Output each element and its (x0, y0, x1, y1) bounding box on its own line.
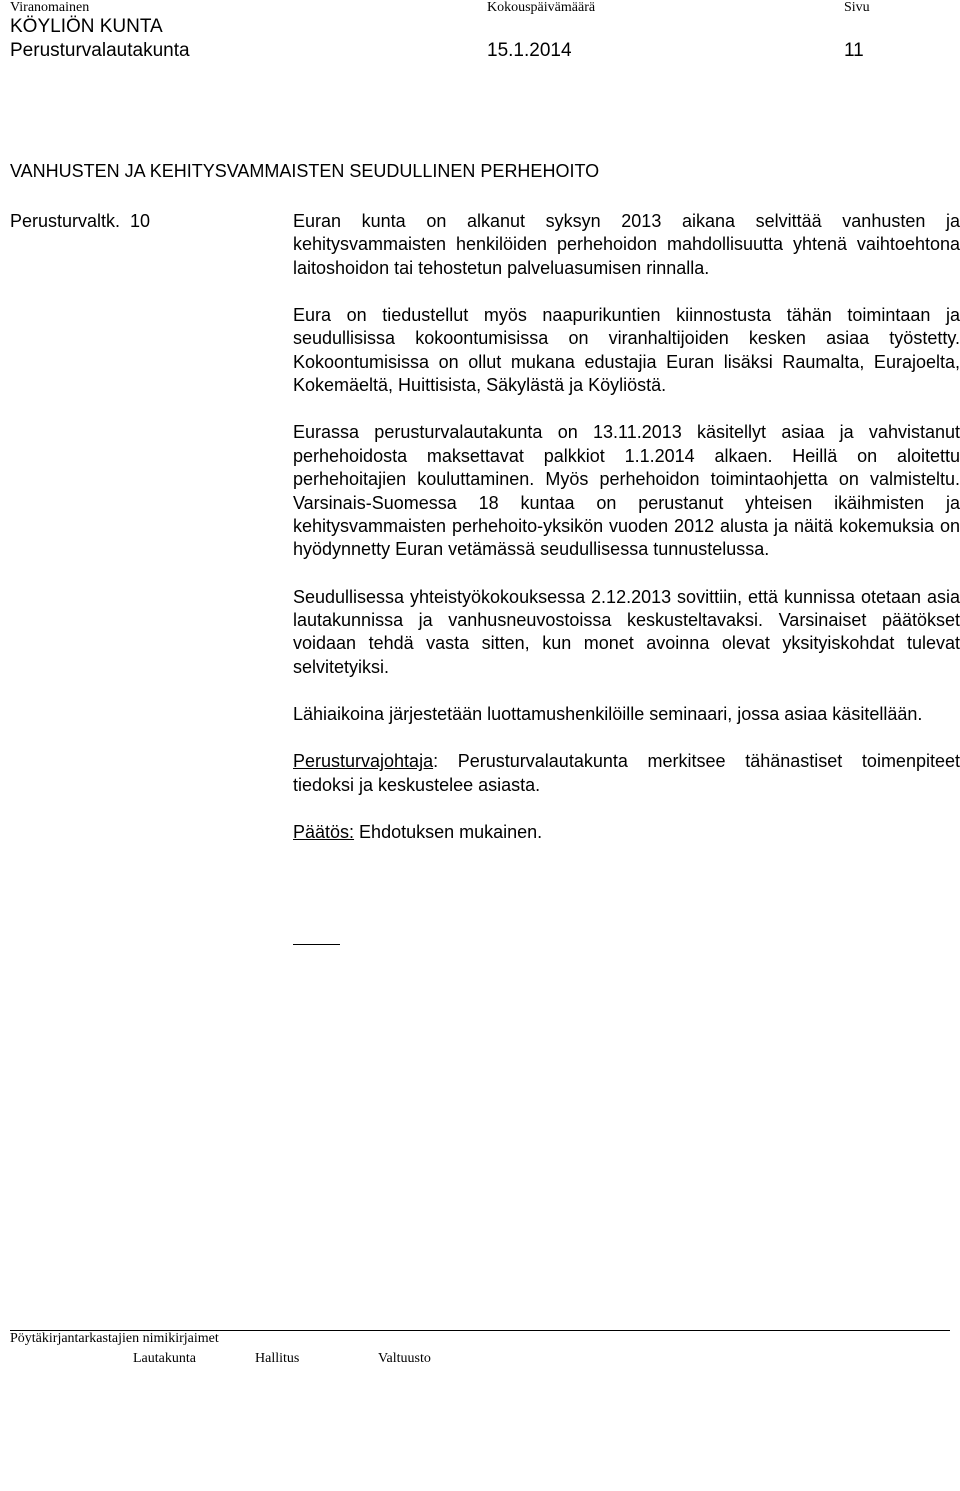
header-authority-label: Viranomainen (10, 0, 90, 15)
end-rule (293, 944, 340, 945)
authority-name: Perusturvalautakunta (10, 40, 190, 61)
decision (293, 821, 960, 844)
proposal-label: Perusturvajohtaja (293, 751, 434, 772)
footer-board-column: Lautakunta (133, 1351, 196, 1366)
paragraph-3: Eurassa perusturvalautakunta on 13.11.2013 käsitellyt asiaa ja vahvistanut perhehoidosta maksettavat palkkiot 1.1.2014 alkaen. Heillä on aloitettu perhehoitajien kouluttaminen. Myös perhehoidon toimintaohjetta on valmisteltu. Varsinais-Suomessa 18 kuntaa on perustanut yhteisen ikäihmisten ja kehitysvammaisten perhehoito-yksikön vuoden 2012 alusta ja näitä kokemuksia on hyödynnetty Euran vetämässä seudullisessa tunnustelussa. (293, 422, 960, 560)
paragraph-2: Eura on tiedustellut myös naapurikuntien kiinnostusta tähän toimintaan ja seudullisissa kokoontumisissa on viranhaltijoiden kesken asiaa työstetty. Kokoontumisissa on ollut mukana edustajia Euran lisäksi Raumalta, Eurajoelta, Kokemäeltä, Huittisista, Säkylästä ja Köyliöstä. (293, 305, 960, 396)
header-date-label: Kokouspäivämäärä (487, 0, 596, 15)
decision-text: Ehdotuksen mukainen. (354, 821, 543, 842)
section-reference: Perusturvaltk. 10 (10, 211, 151, 231)
paragraph-1: Euran kunta on alkanut syksyn 2013 aikana selvittää vanhusten ja kehitysvammaisten henkilöiden perhehoidon mahdollisuutta yhtenä vaihtoehtona laitoshoidon tai tehostetun palveluasumisen rinnalla. (293, 211, 960, 278)
paragraph-4: Seudullisessa yhteistyökokouksessa 2.12.2013 sovittiin, että kunnissa otetaan asia lautakunnissa ja vanhusneuvostoissa keskusteltavaksi. Varsinaiset päätökset voidaan tehdä vasta sitten, kun monet avoinna olevat yksityiskohdat tulevat selvitetyiksi. (293, 586, 960, 677)
proposal-text: : Perusturvalautakunta merkitsee tähänastiset toimenpiteet tiedoksi ja keskustelee asiasta. (293, 751, 960, 795)
section-body (293, 210, 960, 868)
proposal (293, 750, 960, 797)
decision-label: Päätös: (293, 821, 355, 842)
page-number: 11 (844, 40, 864, 61)
footer-government-column: Hallitus (255, 1351, 300, 1366)
section-title: VANHUSTEN JA KEHITYSVAMMAISTEN SEUDULLINEN PERHEHOITO (10, 161, 600, 181)
meeting-date: 15.1.2014 (487, 40, 572, 61)
header-page-label: Sivu (844, 0, 870, 15)
footer-council-column: Valtuusto (378, 1351, 431, 1366)
paragraph-5: Lähiaikoina järjestetään luottamushenkilöille seminaari, jossa asiaa käsitellään. (293, 704, 923, 725)
municipality-name: KÖYLIÖN KUNTA (10, 16, 163, 37)
footer-initials-label: Pöytäkirjantarkastajien nimikirjaimet (10, 1331, 219, 1346)
